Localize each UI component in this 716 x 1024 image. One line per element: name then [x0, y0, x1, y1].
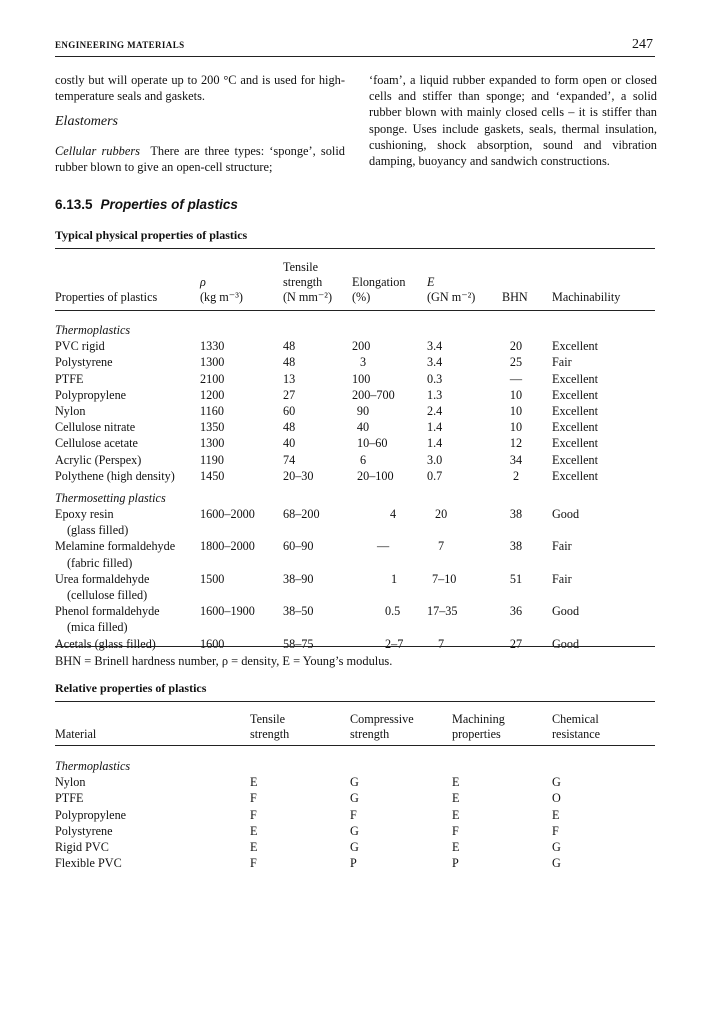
- cell-ts: 38–90: [283, 571, 314, 586]
- col-tensile-1: Tensile: [250, 712, 286, 726]
- cell-bhn: 51: [509, 571, 523, 586]
- group-thermosetting: Thermosetting plastics: [55, 490, 166, 505]
- cell-bhn: 2: [512, 468, 520, 483]
- table-row: [55, 636, 655, 652]
- cell-ts: 38–50: [283, 604, 314, 619]
- col-rho-symbol: ρ: [200, 275, 206, 289]
- cell-tensile: F: [250, 791, 257, 806]
- cell-bhn: 34: [509, 452, 523, 467]
- cell-machinability: Excellent: [552, 436, 599, 451]
- col-tensile-2: strength: [250, 727, 290, 741]
- section-number: 6.13.5: [55, 197, 93, 212]
- elastomers-subheading: Elastomers: [55, 114, 118, 130]
- cell-bhn: 38: [509, 539, 523, 554]
- cell-name: PTFE: [55, 371, 84, 386]
- cell-rho: 1160: [200, 403, 224, 418]
- cell-name: Nylon: [55, 403, 86, 418]
- cell-tensile: E: [250, 839, 258, 854]
- cell-name-sub: (glass filled): [67, 523, 129, 538]
- col-material: Material: [55, 727, 97, 741]
- cell-compressive: G: [350, 839, 359, 854]
- cell-bhn: 10: [509, 387, 523, 402]
- cell-e: 0.3: [427, 371, 443, 386]
- cell-e: 1.4: [427, 436, 443, 451]
- cell-machinability: Good: [552, 507, 580, 522]
- table-row: [55, 468, 655, 484]
- cell-chemical: O: [552, 791, 561, 806]
- cell-e: 1.3: [427, 387, 443, 402]
- cell-material: PTFE: [55, 791, 84, 806]
- cell-tensile: E: [250, 823, 258, 838]
- col-machining-2: properties: [452, 727, 501, 741]
- cell-e: 1.4: [427, 420, 443, 435]
- cell-name: PVC rigid: [55, 339, 105, 354]
- cell-machinability: Good: [552, 636, 580, 651]
- col-compressive-2: strength: [350, 727, 390, 741]
- cell-rho: 1350: [200, 420, 225, 435]
- cell-elongation: 0.5: [385, 604, 401, 619]
- cell-rho: 1190: [200, 452, 224, 467]
- cell-name: Epoxy resin: [55, 507, 114, 522]
- cell-material: Nylon: [55, 775, 86, 790]
- cell-e: 7: [438, 539, 445, 554]
- col-rho-unit: (kg m⁻³): [200, 290, 243, 304]
- cell-name: Urea formaldehyde: [55, 571, 150, 586]
- cell-bhn: 36: [509, 604, 523, 619]
- cell-ts: 68–200: [283, 507, 320, 522]
- cell-elongation: 40: [356, 420, 370, 435]
- table-row: [55, 855, 655, 871]
- cell-tensile: F: [250, 856, 257, 871]
- table-row: [55, 452, 655, 468]
- cell-name-sub: (fabric filled): [67, 555, 133, 570]
- cell-ts: 48: [283, 339, 296, 354]
- cell-machinability: Fair: [552, 571, 572, 586]
- cell-bhn: 20: [509, 339, 523, 354]
- cell-elongation: 3: [359, 355, 367, 370]
- cell-machinability: Fair: [552, 539, 572, 554]
- cell-rho: 2100: [200, 371, 225, 386]
- cell-bhn: 10: [509, 420, 523, 435]
- col-machinability: Machinability: [552, 290, 621, 304]
- col-properties: Properties of plastics: [55, 290, 158, 304]
- cell-chemical: E: [552, 807, 560, 822]
- cellular-rubbers-paragraph: [55, 143, 345, 175]
- running-title: ENGINEERING MATERIALS: [55, 40, 185, 50]
- table-row: [55, 839, 655, 855]
- table2-header-rule: [55, 745, 655, 746]
- cell-machinability: Good: [552, 604, 580, 619]
- cell-material: Polystyrene: [55, 823, 113, 838]
- cell-bhn: 27: [509, 636, 523, 651]
- table2-top-rule: [55, 701, 655, 702]
- left-column: [55, 72, 345, 175]
- cell-bhn: 12: [509, 436, 523, 451]
- table-row: [55, 790, 655, 806]
- group-thermoplastics: Thermoplastics: [55, 323, 131, 337]
- foam-paragraph: ‘foam’, a liquid rubber expanded to form open or closed cells and stiffer than sponge; and ‘expanded’, a solid rubber blown with mainly closed cells – it is stiffer than sponge. Uses include gaskets, seals, thermal insulation, cushioning, shock absorption, sound and vibration damping, buoyancy and sandwich constructions.: [369, 73, 657, 169]
- col-elongation-unit: (%): [352, 290, 371, 304]
- cell-e: 17–35: [427, 604, 458, 619]
- cell-compressive: G: [350, 791, 359, 806]
- cell-machinability: Excellent: [552, 339, 599, 354]
- cell-elongation: 2–7: [385, 636, 404, 651]
- cell-machining: P: [452, 856, 459, 871]
- table2-title: Relative properties of plastics: [55, 681, 207, 695]
- col-ts-line1: Tensile: [283, 260, 319, 274]
- cell-rho: 1600–2000: [200, 507, 255, 522]
- cell-ts: 58–75: [283, 636, 314, 651]
- table-row: [55, 435, 655, 451]
- cell-name: Cellulose acetate: [55, 436, 138, 451]
- cell-chemical: G: [552, 856, 561, 871]
- table2-body: [55, 758, 655, 871]
- cell-e: 20: [435, 507, 448, 522]
- table1-top-rule: [55, 248, 655, 249]
- cell-ts: 60–90: [283, 539, 314, 554]
- cell-rho: 1200: [200, 387, 225, 402]
- cell-material: Polypropylene: [55, 807, 127, 822]
- table1-header: [55, 256, 655, 308]
- col-bhn: BHN: [502, 290, 528, 304]
- cell-compressive: G: [350, 823, 359, 838]
- cell-rho: 1500: [200, 571, 225, 586]
- table-row: [55, 603, 655, 635]
- cell-e: 3.4: [427, 355, 443, 370]
- cell-rho: 1300: [200, 355, 225, 370]
- cell-name: Acrylic (Perspex): [55, 452, 142, 467]
- cell-elongation: 10–60: [357, 436, 388, 451]
- col-ts-line2: strength: [283, 275, 323, 289]
- cell-ts: 13: [283, 371, 296, 386]
- table1-header-rule: [55, 310, 655, 311]
- table1-title: Typical physical properties of plastics: [55, 228, 248, 242]
- cell-rho: 1600: [200, 636, 225, 651]
- cell-e: 7: [438, 636, 445, 651]
- cell-elongation: 20–100: [357, 468, 394, 483]
- cell-elongation: 6: [359, 452, 367, 467]
- cell-compressive: G: [350, 775, 359, 790]
- col-machining-1: Machining: [452, 712, 505, 726]
- group-thermoplastics-2: Thermoplastics: [55, 759, 131, 773]
- table-row: [55, 371, 655, 387]
- cell-rho: 1800–2000: [200, 539, 255, 554]
- header-rule: [55, 56, 655, 57]
- cell-name-sub: (mica filled): [67, 620, 128, 635]
- cell-elongation: —: [377, 539, 390, 554]
- cell-chemical: F: [552, 823, 559, 838]
- cell-name: Cellulose nitrate: [55, 420, 136, 435]
- cell-machining: E: [452, 791, 460, 806]
- cell-ts: 20–30: [283, 468, 314, 483]
- right-column: [369, 72, 657, 169]
- cell-rho: 1300: [200, 436, 225, 451]
- cell-name-sub: (cellulose filled): [67, 588, 148, 603]
- cell-e: 7–10: [432, 571, 457, 586]
- cell-machining: E: [452, 807, 460, 822]
- cell-name: Melamine formaldehyde: [55, 539, 176, 554]
- cell-bhn: 25: [509, 355, 523, 370]
- cell-rho: 1600–1900: [200, 604, 255, 619]
- page-number: 247: [632, 37, 653, 52]
- col-chemical-2: resistance: [552, 727, 601, 741]
- cellular-rubbers-runin: Cellular rubbers: [55, 143, 141, 158]
- cell-name: Polystyrene: [55, 355, 113, 370]
- cell-ts: 48: [283, 420, 296, 435]
- col-e-symbol: E: [427, 275, 435, 289]
- cell-machinability: Excellent: [552, 371, 599, 386]
- cell-machinability: Excellent: [552, 452, 599, 467]
- cell-elongation: 100: [352, 371, 371, 386]
- col-e-unit: (GN m⁻²): [427, 290, 476, 304]
- intro-paragraph: costly but will operate up to 200 °C and is used for high-temperature seals and gaskets.: [55, 73, 345, 104]
- cell-ts: 60: [283, 403, 296, 418]
- physical-properties-table: [55, 256, 655, 651]
- table-row: [55, 774, 655, 790]
- cell-elongation: 200–700: [352, 387, 395, 402]
- cell-elongation: 90: [356, 403, 370, 418]
- cell-machinability: Excellent: [552, 403, 599, 418]
- table-row: [55, 338, 655, 354]
- cell-elongation: 4: [390, 507, 397, 522]
- cell-e: 0.7: [427, 468, 443, 483]
- cell-tensile: E: [250, 775, 258, 790]
- cell-compressive: F: [350, 807, 357, 822]
- cell-name: Polypropylene: [55, 387, 127, 402]
- cell-bhn: 10: [509, 403, 523, 418]
- cell-compressive: P: [350, 856, 357, 871]
- col-ts-unit: (N mm⁻²): [283, 290, 333, 304]
- table-row: [55, 823, 655, 839]
- cell-name: Polythene (high density): [55, 468, 175, 483]
- table-row: [55, 419, 655, 435]
- cell-ts: 48: [283, 355, 296, 370]
- table-row: [55, 403, 655, 419]
- cell-e: 2.4: [427, 403, 443, 418]
- table-row: [55, 387, 655, 403]
- cell-ts: 27: [283, 387, 296, 402]
- cell-rho: 1450: [200, 468, 225, 483]
- cell-tensile: F: [250, 807, 257, 822]
- cell-rho: 1330: [200, 339, 225, 354]
- cell-machinability: Excellent: [552, 387, 599, 402]
- cell-elongation: 200: [352, 339, 371, 354]
- section-title: Properties of plastics: [100, 197, 238, 212]
- cell-e: 3.0: [427, 452, 443, 467]
- cell-e: 3.4: [427, 339, 443, 354]
- cell-machining: E: [452, 775, 460, 790]
- table-row: [55, 807, 655, 823]
- cell-material: Flexible PVC: [55, 856, 122, 871]
- cell-machining: F: [452, 823, 459, 838]
- table-row: [55, 354, 655, 370]
- cell-machinability: Excellent: [552, 420, 599, 435]
- cell-name: Phenol formaldehyde: [55, 604, 160, 619]
- cell-machining: E: [452, 839, 460, 854]
- table1-bottom-rule: [55, 646, 655, 647]
- table-row: [55, 571, 655, 603]
- cell-machinability: Fair: [552, 355, 572, 370]
- section-heading: [55, 197, 238, 212]
- cell-name: Acetals (glass filled): [55, 636, 156, 651]
- col-elongation: Elongation: [352, 275, 406, 289]
- cell-chemical: G: [552, 775, 561, 790]
- table-row: [55, 506, 655, 538]
- cellular-rubbers-text: There are three types: ‘sponge’, solid rubber blown to give an open-cell structure;: [55, 143, 346, 174]
- cell-machinability: Excellent: [552, 468, 599, 483]
- cell-material: Rigid PVC: [55, 839, 109, 854]
- col-chemical-1: Chemical: [552, 712, 599, 726]
- cell-bhn: —: [509, 371, 523, 386]
- cell-elongation: 1: [391, 571, 398, 586]
- col-compressive-1: Compressive: [350, 712, 414, 726]
- cell-bhn: 38: [509, 507, 523, 522]
- cell-chemical: G: [552, 839, 561, 854]
- table-row: [55, 538, 655, 570]
- cell-ts: 40: [283, 436, 296, 451]
- cell-ts: 74: [283, 452, 296, 467]
- table1-body: [55, 322, 655, 652]
- table1-footnote: BHN = Brinell hardness number, ρ = density, E = Young’s modulus.: [55, 654, 393, 668]
- running-head: [55, 38, 655, 54]
